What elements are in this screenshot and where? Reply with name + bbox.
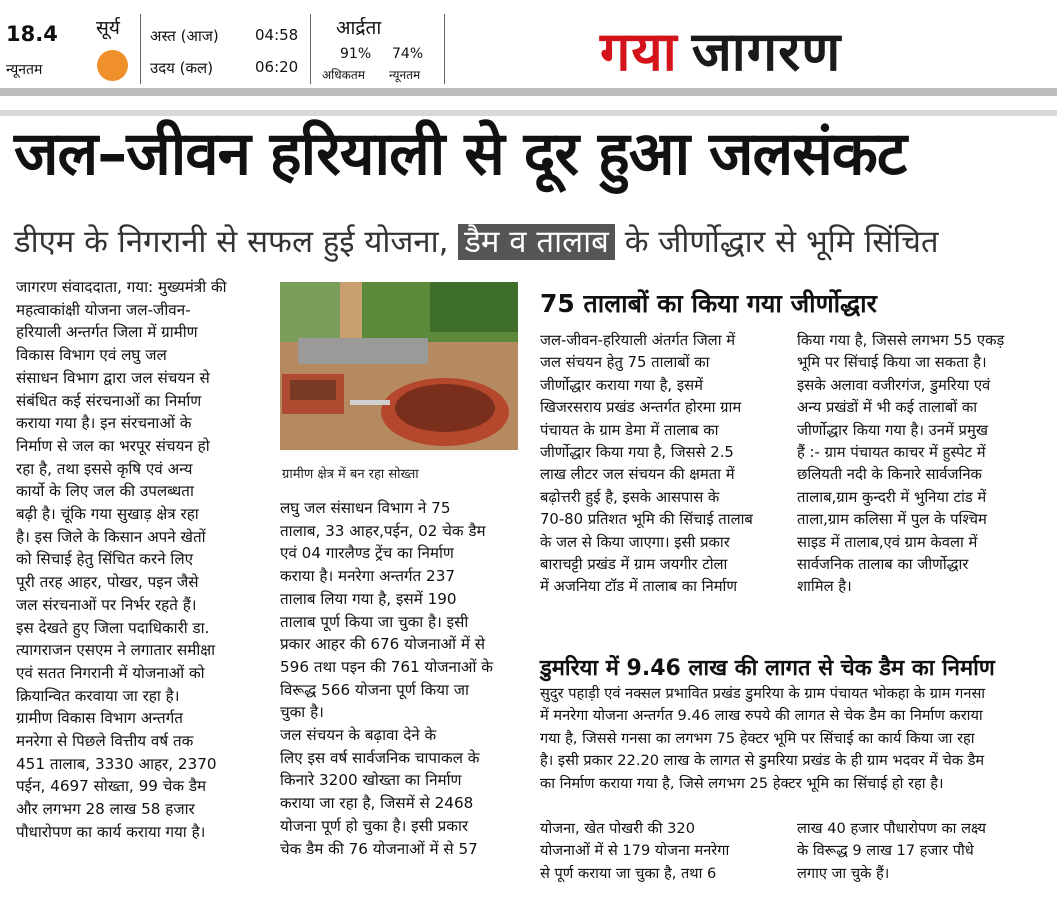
text-line: संबंधित कई संरचनाओं का निर्माण [16, 391, 202, 410]
text-line: किनारे 3200 खोख्ता का निर्माण [280, 771, 462, 790]
divider [140, 14, 141, 84]
text-line: ताला,ग्राम कलिसा में पुल के पश्चिम [797, 511, 987, 529]
section2-body [540, 683, 1050, 795]
text-line: तालाब लिया गया है, इसमें 190 [280, 589, 457, 608]
text-line: इस देखते हुए जिला पदाधिकारी डा. [16, 618, 210, 637]
text-line: खिजरसराय प्रखंड अन्तर्गत होरमा ग्राम [540, 399, 742, 417]
text-line: चेक डैम की 76 योजनाओं में से 57 [280, 839, 478, 858]
text-line: कराया गया है। इन संरचनाओं के [16, 414, 192, 433]
humidity-min-label: न्यूनतम [389, 68, 421, 82]
text-line: पौधारोपण का कार्य कराया गया है। [16, 822, 206, 841]
text-line: और लगभग 28 लाख 58 हजार [16, 800, 195, 819]
section1-title: 75 तालाबों का किया गया जीर्णोद्धार [540, 289, 877, 318]
text-line: योजना पूर्ण हो चुका है। इसी प्रकार [280, 816, 469, 835]
sun-icon [97, 50, 128, 81]
text-line: पूरी तरह आहर, पोखर, पइन जैसे [16, 573, 199, 592]
text-line: से पूर्ण कराया जा चुका है, तथा 6 [540, 864, 717, 882]
masthead-rule [0, 88, 1057, 96]
text-line: किया गया है, जिससे लगभग 55 एकड़ [797, 332, 1005, 349]
text-line: के विरूद्ध 9 लाख 17 हजार पौधे [797, 842, 974, 860]
text-line: पंचायत के ग्राम डेमा में तालाब का [540, 421, 719, 439]
text-line: जीर्णोद्धार कराया गया है, इसमें [540, 376, 703, 394]
text-line: कराया है। मनरेगा अन्तर्गत 237 [280, 567, 456, 586]
text-line: हैं :- ग्राम पंचायत काचर में हुस्पेट में [797, 444, 986, 462]
text-line: 70-80 प्रतिशत भूमि की सिंचाई तालाब [540, 511, 753, 529]
text-line: जीर्णोद्धार किया गया है, जिससे 2.5 [540, 444, 734, 462]
text-line: बढ़ी है। चूंकि गया सुखाड़ क्षेत्र रहा [16, 505, 199, 524]
text-line: योजना, खेत पोखरी की 320 [540, 820, 696, 837]
text-line: जीर्णोद्धार किया गया है। उनमें प्रमुख [797, 421, 988, 439]
sunset-label: अस्त (आज) [150, 27, 219, 45]
sunrise-time: 06:20 [255, 58, 299, 76]
text-line: महत्वाकांक्षी योजना जल-जीवन- [16, 300, 191, 319]
humidity-max-label: अधिकतम [322, 68, 365, 82]
subhead-part1: डीएम के निगरानी से सफल हुई योजना, [14, 224, 449, 260]
masthead-city: गया [600, 20, 678, 83]
text-line: लिए इस वर्ष सार्वजनिक चापाकल के [280, 748, 480, 767]
text-line: विरूद्ध 566 योजना पूर्ण किया जा [280, 680, 469, 699]
text-line: क्रियान्वित करवाया जा रहा है। [16, 686, 180, 705]
text-line: है। इस जिले के किसान अपने खेतों [16, 527, 206, 546]
text-line: कराया जा रहा है, जिसमें से 2468 [280, 794, 474, 813]
text-line: प्रकार आहर की 676 योजनाओं में से [280, 635, 486, 654]
text-line: लघु जल संसाधन विभाग ने 75 [280, 499, 451, 517]
article-column-1 [16, 276, 262, 844]
text-line: का निर्माण कराया गया है, जिसे लगभग 25 हेक्टर भूमि का सिंचाई हो रहा है। [540, 774, 944, 792]
section2-column-a [540, 818, 782, 885]
text-line: गया है, जिससे गनसा का लगभग 75 हेक्टर भूमि पर सिंचाई का कार्य किया जा रहा [540, 729, 975, 747]
section1-column-b [797, 330, 1047, 599]
humidity-label: आर्द्रता [336, 17, 382, 39]
soak-pit-photo [280, 282, 518, 450]
text-line: लाख 40 हजार पौधारोपण का लक्ष्य [797, 820, 986, 837]
sunrise-label: उदय (कल) [150, 59, 214, 77]
humidity-min: 74% [392, 46, 424, 62]
text-line: लाख लीटर जल संचयन की क्षमता में [540, 466, 735, 484]
text-line: लगाए जा चुके हैं। [797, 864, 890, 882]
text-line: भूमि पर सिंचाई किया जा सकता है। [797, 354, 987, 372]
humidity-max: 91% [340, 46, 372, 62]
text-line: सार्वजनिक तालाब का जीर्णोद्धार [797, 556, 969, 574]
text-line: है। इसी प्रकार 22.20 लाख के लागत से डुमरिया प्रखंड के ही ग्राम भदवर में चेक डैम [540, 752, 985, 770]
subhead-part2: के जीर्णोद्धार से भूमि सिंचित [624, 224, 939, 260]
text-line: जल-जीवन-हरियाली अंतर्गत जिला में [540, 332, 736, 349]
text-line: तालाब, 33 आहर,पईन, 02 चेक डैम [280, 521, 486, 540]
text-line: मनरेगा से पिछले वित्तीय वर्ष तक [16, 732, 194, 751]
text-line: शामिल है। [797, 578, 852, 596]
text-line: अन्य प्रखंडों में भी कई तालाबों का [797, 399, 978, 417]
text-line: में अजनिया टॉड में तालाब का निर्माण [540, 578, 738, 596]
masthead-rule-secondary [0, 110, 1057, 116]
text-line: चुका है। [280, 703, 324, 722]
min-temperature-label: न्यूनतम [6, 62, 43, 78]
text-line: तालाब पूर्ण किया जा चुका है। इसी [280, 612, 469, 631]
section2-column-b [797, 818, 1047, 885]
headline: जल–जीवन हरियाली से दूर हुआ जलसंकट [14, 119, 907, 189]
text-line: तालाब,ग्राम कुन्दरी में भुनिया टांड में [797, 488, 987, 506]
sun-label: सूर्य [96, 17, 120, 39]
text-line: जल संचयन के बढ़ावा देने के [280, 726, 437, 745]
text-line: जल संरचनाओं पर निर्भर रहते हैं। [16, 595, 197, 614]
photo-caption: ग्रामीण क्षेत्र में बन रहा सोख्ता [282, 467, 419, 482]
text-line: इसके अलावा वजीरगंज, डुमरिया एवं [797, 376, 991, 394]
text-line: रहा है, तथा इससे कृषि एवं अन्य [16, 459, 193, 478]
divider [310, 14, 311, 84]
text-line: त्यागराजन एसएम ने लगातार समीक्षा [16, 641, 216, 660]
article-photo [280, 282, 518, 450]
text-line: सुदुर पहाड़ी एवं नक्सल प्रभावित प्रखंड डुमरिया के ग्राम पंचायत भोकहा के ग्राम गनसा [540, 685, 986, 702]
text-line: 596 तथा पइन की 761 योजनाओं के [280, 657, 493, 676]
divider [444, 14, 445, 84]
text-line: साइड में तालाब,एवं ग्राम केवला में [797, 533, 978, 551]
text-line: जागरण संवाददाता, गया: मुख्यमंत्री की [16, 278, 227, 296]
text-line: कार्यो के लिए जल की उपलब्धता [16, 482, 194, 501]
article-column-2 [280, 497, 518, 860]
min-temperature: 18.4 [6, 22, 58, 46]
text-line: बढ़ोत्तरी हुई है, इसके आसपास के [540, 488, 720, 506]
text-line: के जल से किया जाएगा। इसी प्रकार [540, 533, 730, 551]
text-line: छलियती नदी के किनारे सार्वजनिक [797, 466, 982, 484]
subhead-highlight: डैम व तालाब [458, 224, 615, 260]
masthead-brand: जागरण [691, 20, 842, 83]
text-line: निर्माण से जल का भरपूर संचयन हो [16, 436, 210, 455]
text-line: एवं 04 गारलैण्ड ट्रेंच का निर्माण [280, 544, 454, 563]
section1-column-a [540, 330, 782, 599]
text-line: संसाधन विभाग द्वारा जल संचयन से [16, 368, 210, 387]
sunset-time: 04:58 [255, 26, 299, 44]
text-line: पईन, 4697 सोख्ता, 99 चेक डैम [16, 777, 207, 796]
text-line: एवं सतत निगरानी में योजनाओं को [16, 663, 205, 682]
text-line: जल संचयन हेतु 75 तालाबों का [540, 354, 710, 372]
text-line: विकास विभाग एवं लघु जल [16, 346, 167, 365]
text-line: हरियाली अन्तर्गत जिला में ग्रामीण [16, 323, 198, 342]
masthead-logo [600, 12, 841, 86]
text-line: में मनरेगा योजना अन्तर्गत 9.46 लाख रुपये की लागत से चेक डैम का निर्माण कराया [540, 707, 983, 725]
text-line: योजनाओं में से 179 योजना मनरेगा [540, 842, 730, 860]
subheadline [14, 222, 1054, 262]
weather-bar [0, 0, 1057, 92]
section2-title: डुमरिया में 9.46 लाख की लागत से चेक डैम का निर्माण [540, 656, 995, 681]
text-line: बाराचट्टी प्रखंड में ग्राम जयगीर टोला [540, 556, 728, 574]
text-line: ग्रामीण विकास विभाग अन्तर्गत [16, 709, 183, 728]
text-line: को सिचाई हेतु सिंचित करने लिए [16, 550, 194, 569]
text-line: 451 तालाब, 3330 आहर, 2370 [16, 754, 217, 773]
